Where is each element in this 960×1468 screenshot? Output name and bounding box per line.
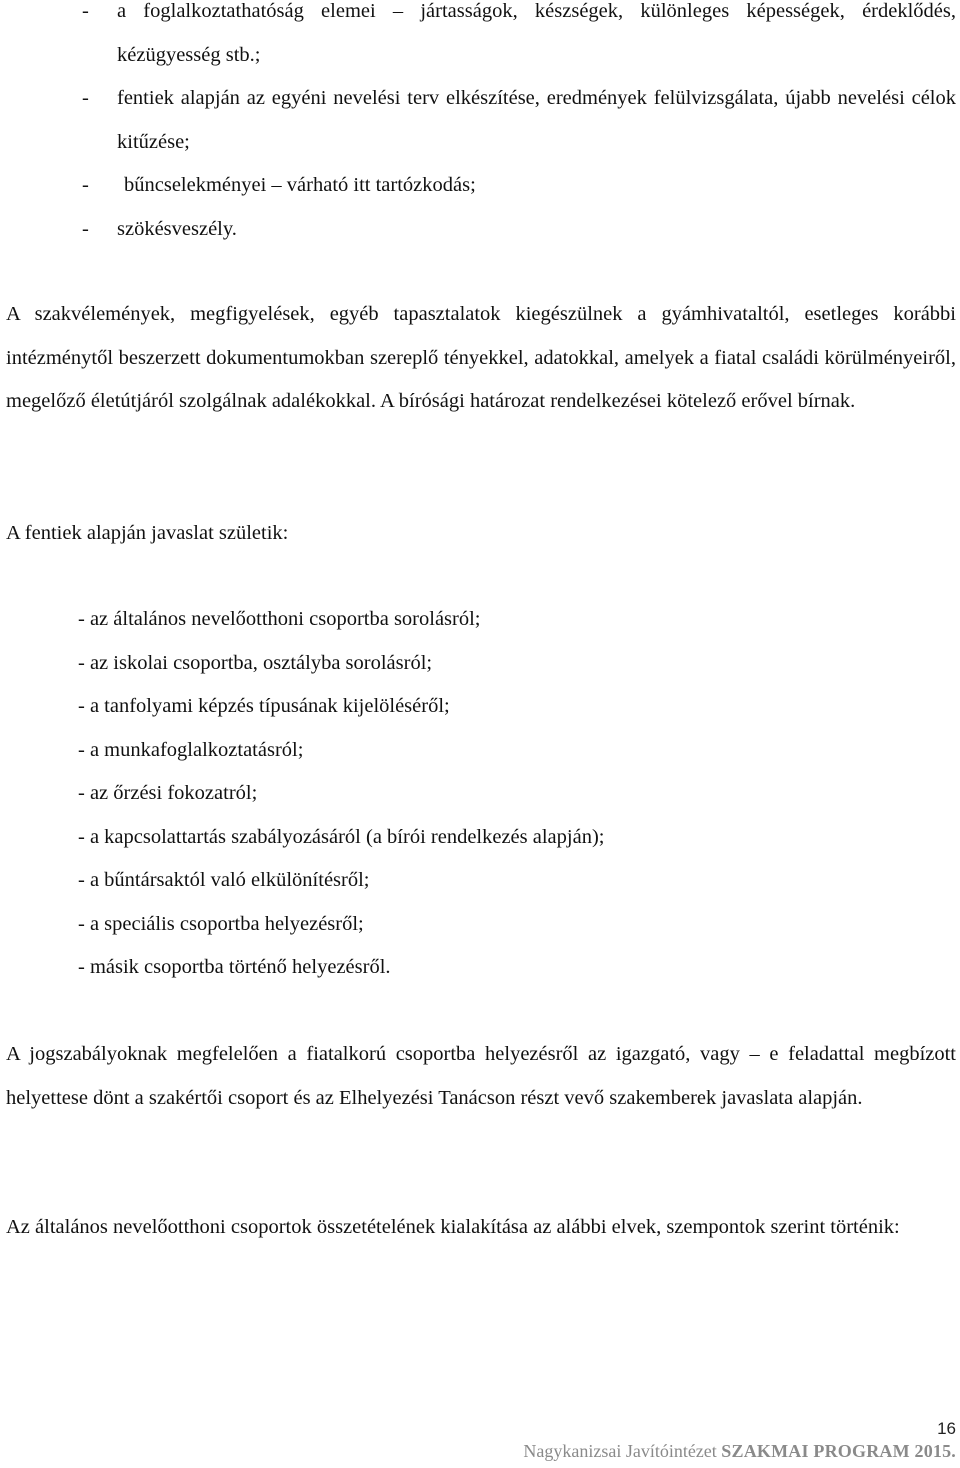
list-dash: -: [82, 87, 89, 109]
list-item: [0, 164, 956, 208]
list-item: [0, 77, 956, 164]
list-item: - a kapcsolattartás szabályozásáról (a bírói rendelkezés alapján);: [78, 825, 605, 848]
paragraph-expert-opinions: A szakvélemények, megfigyelések, egyéb tapasztalatok kiegészülnek a gyámhivataltól, esetleges korábbi intézménytől beszerzett dokumentumokban szereplő tényekkel, adatokkal, amelyek a fiatal családi körülményeiről, megelőző életútjáról szolgálnak adalékokkal. A bírósági határozat rendelkezései kötelező erővel bírnak.: [6, 303, 956, 412]
list-item: - a bűntársaktól való elkülönítésről;: [78, 869, 370, 891]
footer-institution: Nagykanizsai Javítóintézet: [523, 1441, 722, 1461]
page-number: 16: [937, 1419, 956, 1438]
list-dash: -: [82, 217, 89, 240]
paragraph-group-composition: Az általános nevelőotthoni csoportok összetételének kialakítása az alábbi elvek, szempontok szerint történik:: [6, 1216, 900, 1238]
list-item: [0, 208, 956, 252]
paragraph-placement-decision: A jogszabályoknak megfelelően a fiatalkorú csoportba helyezésről az igazgató, vagy – e feladattal megbízott helyettese dönt a szakértői csoport és az Elhelyezési Tanácson részt vevő szakemberek javaslata alapján.: [6, 1043, 956, 1109]
list-item-text: szökésveszély.: [117, 217, 237, 240]
page-footer: [523, 1441, 956, 1462]
list-item-text: a foglalkoztathatóság elemei – jártasságok, készségek, különleges képességek, érdeklődés, kézügyesség stb.;: [117, 0, 956, 66]
list-item: - az általános nevelőotthoni csoportba sorolásról;: [78, 608, 481, 630]
list-item: - az iskolai csoportba, osztályba sorolásról;: [78, 651, 433, 674]
list-item: - a speciális csoportba helyezésről;: [78, 912, 364, 935]
list-dash: -: [82, 0, 89, 22]
list-item: - az őrzési fokozatról;: [78, 782, 258, 804]
list-dash: -: [82, 174, 89, 196]
paragraph-proposal-intro: A fentiek alapján javaslat születik:: [6, 522, 289, 544]
list-item: - a munkafoglalkoztatásról;: [78, 738, 304, 761]
list-item: - másik csoportba történő helyezésről.: [78, 956, 391, 978]
top-bullet-list: [0, 0, 956, 251]
list-item-text: fentiek alapján az egyéni nevelési terv elkészítése, eredmények felülvizsgálata, újabb nevelési célok kitűzése;: [117, 87, 956, 153]
list-item: [0, 0, 956, 77]
list-item-text: bűncselekményei – várható itt tartózkodás;: [124, 174, 476, 196]
proposal-list: [78, 598, 604, 990]
footer-program-title: SZAKMAI PROGRAM 2015.: [721, 1441, 956, 1461]
list-item: - a tanfolyami képzés típusának kijelöléséről;: [78, 695, 450, 717]
